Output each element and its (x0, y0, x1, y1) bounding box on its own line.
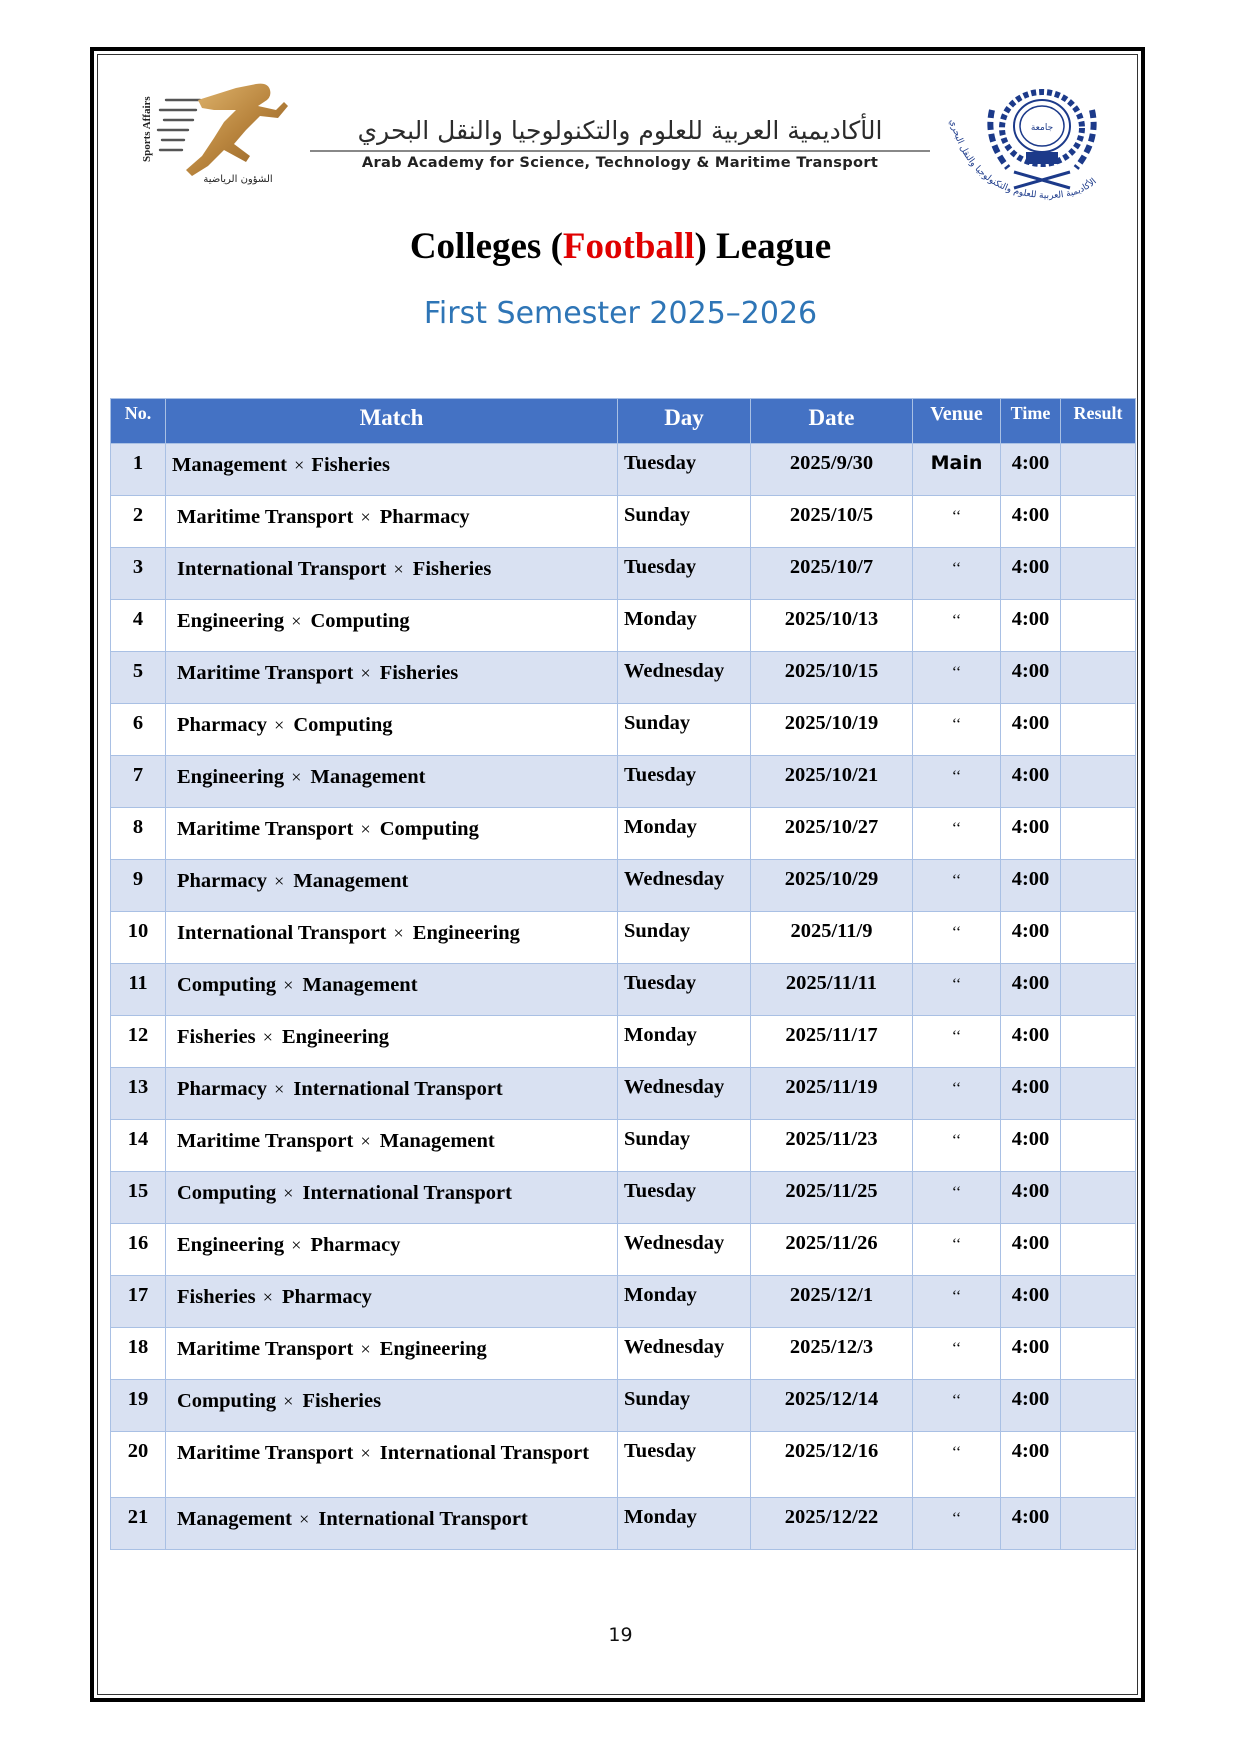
away-team: Computing (310, 610, 410, 632)
table-row (111, 1380, 1136, 1432)
venue-value: ‘‘ (951, 1444, 962, 1461)
match-time: 4:00 (1001, 1172, 1061, 1224)
match-date: 2025/10/13 (751, 600, 913, 652)
match-schedule-table (110, 398, 1136, 1550)
match-number: 18 (111, 1328, 166, 1380)
match-date: 2025/10/29 (751, 860, 913, 912)
away-team: Fisheries (311, 454, 390, 476)
match-venue (913, 704, 1001, 756)
match-time: 4:00 (1001, 444, 1061, 496)
table-row (111, 1172, 1136, 1224)
match-number: 5 (111, 652, 166, 704)
venue-value: ‘‘ (951, 1184, 962, 1201)
match-result[interactable] (1061, 1016, 1136, 1068)
match-result[interactable] (1061, 1380, 1136, 1432)
home-team: Maritime Transport (177, 1130, 354, 1152)
match-venue (913, 756, 1001, 808)
away-team: Fisheries (412, 558, 492, 580)
match-day: Sunday (618, 1120, 751, 1172)
versus-mark: × (294, 455, 305, 475)
match-number: 19 (111, 1380, 166, 1432)
away-team: International Transport (318, 1508, 528, 1530)
match-number: 17 (111, 1276, 166, 1328)
home-team: Maritime Transport (177, 818, 354, 840)
match-time: 4:00 (1001, 1498, 1061, 1550)
versus-mark: × (360, 663, 371, 683)
match-venue (913, 964, 1001, 1016)
match-number: 16 (111, 1224, 166, 1276)
home-team: Maritime Transport (177, 1338, 354, 1360)
venue-value: ‘‘ (951, 872, 962, 889)
table-row (111, 1276, 1136, 1328)
match-number: 14 (111, 1120, 166, 1172)
match-date: 2025/12/16 (751, 1432, 913, 1498)
away-team: Computing (293, 714, 393, 736)
match-number: 10 (111, 912, 166, 964)
away-team: International Transport (293, 1078, 503, 1100)
match-result[interactable] (1061, 1120, 1136, 1172)
table-row (111, 1068, 1136, 1120)
venue-value: ‘‘ (951, 508, 962, 525)
match-number: 11 (111, 964, 166, 1016)
versus-mark: × (274, 1079, 285, 1099)
academy-name-english: Arab Academy for Science, Technology & Maritime Transport (361, 154, 879, 171)
match-teams (166, 860, 618, 912)
match-venue (913, 1276, 1001, 1328)
match-result[interactable] (1061, 860, 1136, 912)
home-team: Engineering (177, 1234, 285, 1256)
match-day: Wednesday (618, 1224, 751, 1276)
venue-value: ‘‘ (951, 924, 962, 941)
match-day: Tuesday (618, 1172, 751, 1224)
match-time: 4:00 (1001, 600, 1061, 652)
home-team: Pharmacy (177, 714, 267, 736)
table-row (111, 1498, 1136, 1550)
match-teams (166, 496, 618, 548)
home-team: International Transport (177, 558, 387, 580)
match-teams (166, 652, 618, 704)
venue-value: ‘‘ (951, 768, 962, 785)
match-teams (166, 964, 618, 1016)
home-team: Fisheries (177, 1026, 256, 1048)
home-team: Computing (177, 1182, 277, 1204)
versus-mark: × (393, 559, 404, 579)
match-teams (166, 1016, 618, 1068)
table-row (111, 808, 1136, 860)
home-team: Pharmacy (177, 1078, 267, 1100)
match-time: 4:00 (1001, 1328, 1061, 1380)
match-venue (913, 1172, 1001, 1224)
title-suffix: ) League (694, 226, 832, 267)
match-venue (913, 1120, 1001, 1172)
match-date: 2025/11/19 (751, 1068, 913, 1120)
table-row (111, 1120, 1136, 1172)
versus-mark: × (299, 1509, 310, 1529)
venue-value: ‘‘ (951, 664, 962, 681)
table-header-row (111, 399, 1136, 444)
venue-value: ‘‘ (951, 1288, 962, 1305)
home-team: Computing (177, 1390, 277, 1412)
home-team: Engineering (177, 766, 285, 788)
home-team: International Transport (177, 922, 387, 944)
sports-affairs-vertical-text: Sports Affairs (141, 96, 153, 162)
home-team: Engineering (177, 610, 285, 632)
venue-value: ‘‘ (951, 1236, 962, 1253)
page-title (0, 225, 1241, 268)
match-teams (166, 912, 618, 964)
match-day: Tuesday (618, 548, 751, 600)
match-time: 4:00 (1001, 808, 1061, 860)
match-venue (913, 1068, 1001, 1120)
venue-value: ‘‘ (951, 976, 962, 993)
column-header-time: Time (1001, 399, 1061, 444)
away-team: Pharmacy (379, 506, 470, 528)
versus-mark: × (360, 1443, 371, 1463)
table-row (111, 1016, 1136, 1068)
away-team: Pharmacy (310, 1234, 401, 1256)
match-time: 4:00 (1001, 1276, 1061, 1328)
match-date: 2025/10/15 (751, 652, 913, 704)
column-header-day: Day (618, 399, 751, 444)
versus-mark: × (360, 819, 371, 839)
venue-value: ‘‘ (951, 1340, 962, 1357)
match-result[interactable] (1061, 496, 1136, 548)
match-number: 1 (111, 444, 166, 496)
home-team: Management (172, 454, 288, 476)
sports-affairs-runner-logo (138, 80, 313, 186)
home-team: Management (177, 1508, 293, 1530)
match-teams (166, 1380, 618, 1432)
away-team: Management (379, 1130, 495, 1152)
match-date: 2025/10/19 (751, 704, 913, 756)
away-team: Management (302, 974, 418, 996)
match-day: Tuesday (618, 964, 751, 1016)
match-venue (913, 1498, 1001, 1550)
match-venue (913, 1224, 1001, 1276)
match-date: 2025/11/11 (751, 964, 913, 1016)
match-time: 4:00 (1001, 756, 1061, 808)
svg-text:جامعة: جامعة (1030, 123, 1054, 133)
column-header-venue: Venue (913, 399, 1001, 444)
match-result[interactable] (1061, 912, 1136, 964)
match-day: Monday (618, 1276, 751, 1328)
academy-name-arabic: الأكاديمية العربية للعلوم والتكنولوجيا والنقل البحري (310, 114, 930, 152)
table-row (111, 1224, 1136, 1276)
away-team: Pharmacy (281, 1286, 372, 1308)
home-team: Pharmacy (177, 870, 267, 892)
versus-mark: × (283, 1183, 294, 1203)
match-teams (166, 444, 618, 496)
match-teams (166, 808, 618, 860)
match-day: Wednesday (618, 860, 751, 912)
academy-name-block (310, 114, 930, 184)
home-team: Maritime Transport (177, 1442, 354, 1464)
match-date: 2025/11/23 (751, 1120, 913, 1172)
table-row (111, 548, 1136, 600)
match-date: 2025/11/17 (751, 1016, 913, 1068)
match-day: Tuesday (618, 1432, 751, 1498)
match-number: 2 (111, 496, 166, 548)
match-result[interactable] (1061, 1276, 1136, 1328)
table-row (111, 704, 1136, 756)
venue-value: ‘‘ (951, 820, 962, 837)
seal-ring-text: الأكاديمية العربية للعلوم والتكنولوجيا والنقل البحري (947, 118, 1099, 202)
match-number: 8 (111, 808, 166, 860)
column-header-match: Match (166, 399, 618, 444)
match-number: 3 (111, 548, 166, 600)
away-team: Engineering (379, 1338, 487, 1360)
match-teams (166, 1172, 618, 1224)
match-result[interactable] (1061, 964, 1136, 1016)
match-date: 2025/10/21 (751, 756, 913, 808)
match-time: 4:00 (1001, 1120, 1061, 1172)
venue-value: ‘‘ (951, 1510, 962, 1527)
match-teams (166, 548, 618, 600)
versus-mark: × (360, 507, 371, 527)
match-time: 4:00 (1001, 1224, 1061, 1276)
table-row (111, 860, 1136, 912)
versus-mark: × (360, 1339, 371, 1359)
versus-mark: × (360, 1131, 371, 1151)
match-venue (913, 444, 1001, 496)
page-subtitle: First Semester 2025–2026 (423, 296, 818, 331)
match-venue (913, 1432, 1001, 1498)
match-day: Sunday (618, 912, 751, 964)
match-time: 4:00 (1001, 964, 1061, 1016)
match-result[interactable] (1061, 548, 1136, 600)
title-sport: Football (562, 226, 695, 267)
away-team: Fisheries (379, 662, 459, 684)
match-number: 9 (111, 860, 166, 912)
away-team: International Transport (379, 1442, 590, 1464)
match-day: Wednesday (618, 1068, 751, 1120)
table-row (111, 1328, 1136, 1380)
versus-mark: × (262, 1287, 273, 1307)
venue-value: ‘‘ (951, 612, 962, 629)
match-venue (913, 860, 1001, 912)
match-time: 4:00 (1001, 704, 1061, 756)
match-venue (913, 600, 1001, 652)
column-header-date: Date (751, 399, 913, 444)
match-result[interactable] (1061, 1172, 1136, 1224)
match-venue (913, 548, 1001, 600)
versus-mark: × (393, 923, 404, 943)
home-team: Maritime Transport (177, 662, 354, 684)
match-teams (166, 1328, 618, 1380)
match-number: 21 (111, 1498, 166, 1550)
table-row (111, 756, 1136, 808)
table-row (111, 964, 1136, 1016)
title-prefix: Colleges ( (409, 226, 563, 267)
match-result[interactable] (1061, 1498, 1136, 1550)
match-result[interactable] (1061, 1328, 1136, 1380)
match-day: Wednesday (618, 1328, 751, 1380)
venue-value: ‘‘ (951, 1132, 962, 1149)
match-venue (913, 1328, 1001, 1380)
svg-text:الأكاديمية العربية للعلوم والت (947, 118, 1099, 201)
match-day: Monday (618, 1498, 751, 1550)
match-day: Tuesday (618, 756, 751, 808)
match-result[interactable] (1061, 652, 1136, 704)
match-time: 4:00 (1001, 1380, 1061, 1432)
match-number: 20 (111, 1432, 166, 1498)
match-time: 4:00 (1001, 652, 1061, 704)
match-date: 2025/11/25 (751, 1172, 913, 1224)
table-row (111, 496, 1136, 548)
table-row (111, 600, 1136, 652)
match-time: 4:00 (1001, 1432, 1061, 1498)
match-date: 2025/12/3 (751, 1328, 913, 1380)
match-result[interactable] (1061, 1432, 1136, 1498)
match-teams (166, 1498, 618, 1550)
versus-mark: × (283, 1391, 294, 1411)
home-team: Fisheries (177, 1286, 256, 1308)
match-teams (166, 756, 618, 808)
versus-mark: × (262, 1027, 273, 1047)
versus-mark: × (283, 975, 294, 995)
match-venue (913, 1380, 1001, 1432)
match-number: 7 (111, 756, 166, 808)
match-venue (913, 1016, 1001, 1068)
away-team: Computing (379, 818, 479, 840)
match-teams (166, 600, 618, 652)
match-result[interactable] (1061, 444, 1136, 496)
match-date: 2025/12/22 (751, 1498, 913, 1550)
venue-value: ‘‘ (951, 716, 962, 733)
match-venue (913, 652, 1001, 704)
match-time: 4:00 (1001, 1016, 1061, 1068)
venue-value: ‘‘ (951, 1028, 962, 1045)
match-teams (166, 1120, 618, 1172)
match-date: 2025/12/14 (751, 1380, 913, 1432)
match-teams (166, 1432, 618, 1498)
match-teams (166, 1276, 618, 1328)
away-team: Management (310, 766, 426, 788)
column-header-result: Result (1061, 399, 1136, 444)
match-teams (166, 1224, 618, 1276)
match-result[interactable] (1061, 704, 1136, 756)
away-team: International Transport (302, 1182, 512, 1204)
table-row (111, 444, 1136, 496)
match-number: 15 (111, 1172, 166, 1224)
match-result[interactable] (1061, 600, 1136, 652)
column-header-no: No. (111, 399, 166, 444)
match-teams (166, 704, 618, 756)
table-row (111, 652, 1136, 704)
match-time: 4:00 (1001, 912, 1061, 964)
venue-value: ‘‘ (951, 1392, 962, 1409)
venue-value: ‘‘ (951, 560, 962, 577)
home-team: Maritime Transport (177, 506, 354, 528)
match-result[interactable] (1061, 1224, 1136, 1276)
match-day: Wednesday (618, 652, 751, 704)
match-date: 2025/11/26 (751, 1224, 913, 1276)
match-date: 2025/10/27 (751, 808, 913, 860)
match-venue (913, 808, 1001, 860)
match-time: 4:00 (1001, 860, 1061, 912)
match-result[interactable] (1061, 756, 1136, 808)
match-day: Sunday (618, 496, 751, 548)
match-number: 6 (111, 704, 166, 756)
match-date: 2025/10/7 (751, 548, 913, 600)
versus-mark: × (291, 767, 302, 787)
table-row (111, 1432, 1136, 1498)
match-date: 2025/11/9 (751, 912, 913, 964)
match-day: Monday (618, 600, 751, 652)
letterhead (130, 76, 1130, 206)
match-day: Tuesday (618, 444, 751, 496)
sports-affairs-arabic-text: الشؤون الرياضية (203, 174, 273, 185)
match-date: 2025/9/30 (751, 444, 913, 496)
away-team: Engineering (412, 922, 520, 944)
match-number: 12 (111, 1016, 166, 1068)
match-venue (913, 496, 1001, 548)
academy-seal-logo (930, 80, 1130, 205)
versus-mark: × (291, 1235, 302, 1255)
away-team: Engineering (281, 1026, 390, 1048)
match-day: Sunday (618, 704, 751, 756)
match-venue (913, 912, 1001, 964)
match-result[interactable] (1061, 1068, 1136, 1120)
versus-mark: × (291, 611, 302, 631)
match-day: Monday (618, 1016, 751, 1068)
match-date: 2025/12/1 (751, 1276, 913, 1328)
table-row (111, 912, 1136, 964)
match-day: Sunday (618, 1380, 751, 1432)
venue-value: Main (930, 452, 983, 474)
page-number: 19 (608, 1624, 633, 1646)
match-time: 4:00 (1001, 548, 1061, 600)
match-number: 4 (111, 600, 166, 652)
versus-mark: × (274, 715, 285, 735)
match-time: 4:00 (1001, 1068, 1061, 1120)
venue-value: ‘‘ (951, 1080, 962, 1097)
match-date: 2025/10/5 (751, 496, 913, 548)
match-time: 4:00 (1001, 496, 1061, 548)
match-result[interactable] (1061, 808, 1136, 860)
match-day: Monday (618, 808, 751, 860)
match-number: 13 (111, 1068, 166, 1120)
away-team: Management (293, 870, 409, 892)
home-team: Computing (177, 974, 277, 996)
away-team: Fisheries (302, 1390, 382, 1412)
versus-mark: × (274, 871, 285, 891)
match-teams (166, 1068, 618, 1120)
